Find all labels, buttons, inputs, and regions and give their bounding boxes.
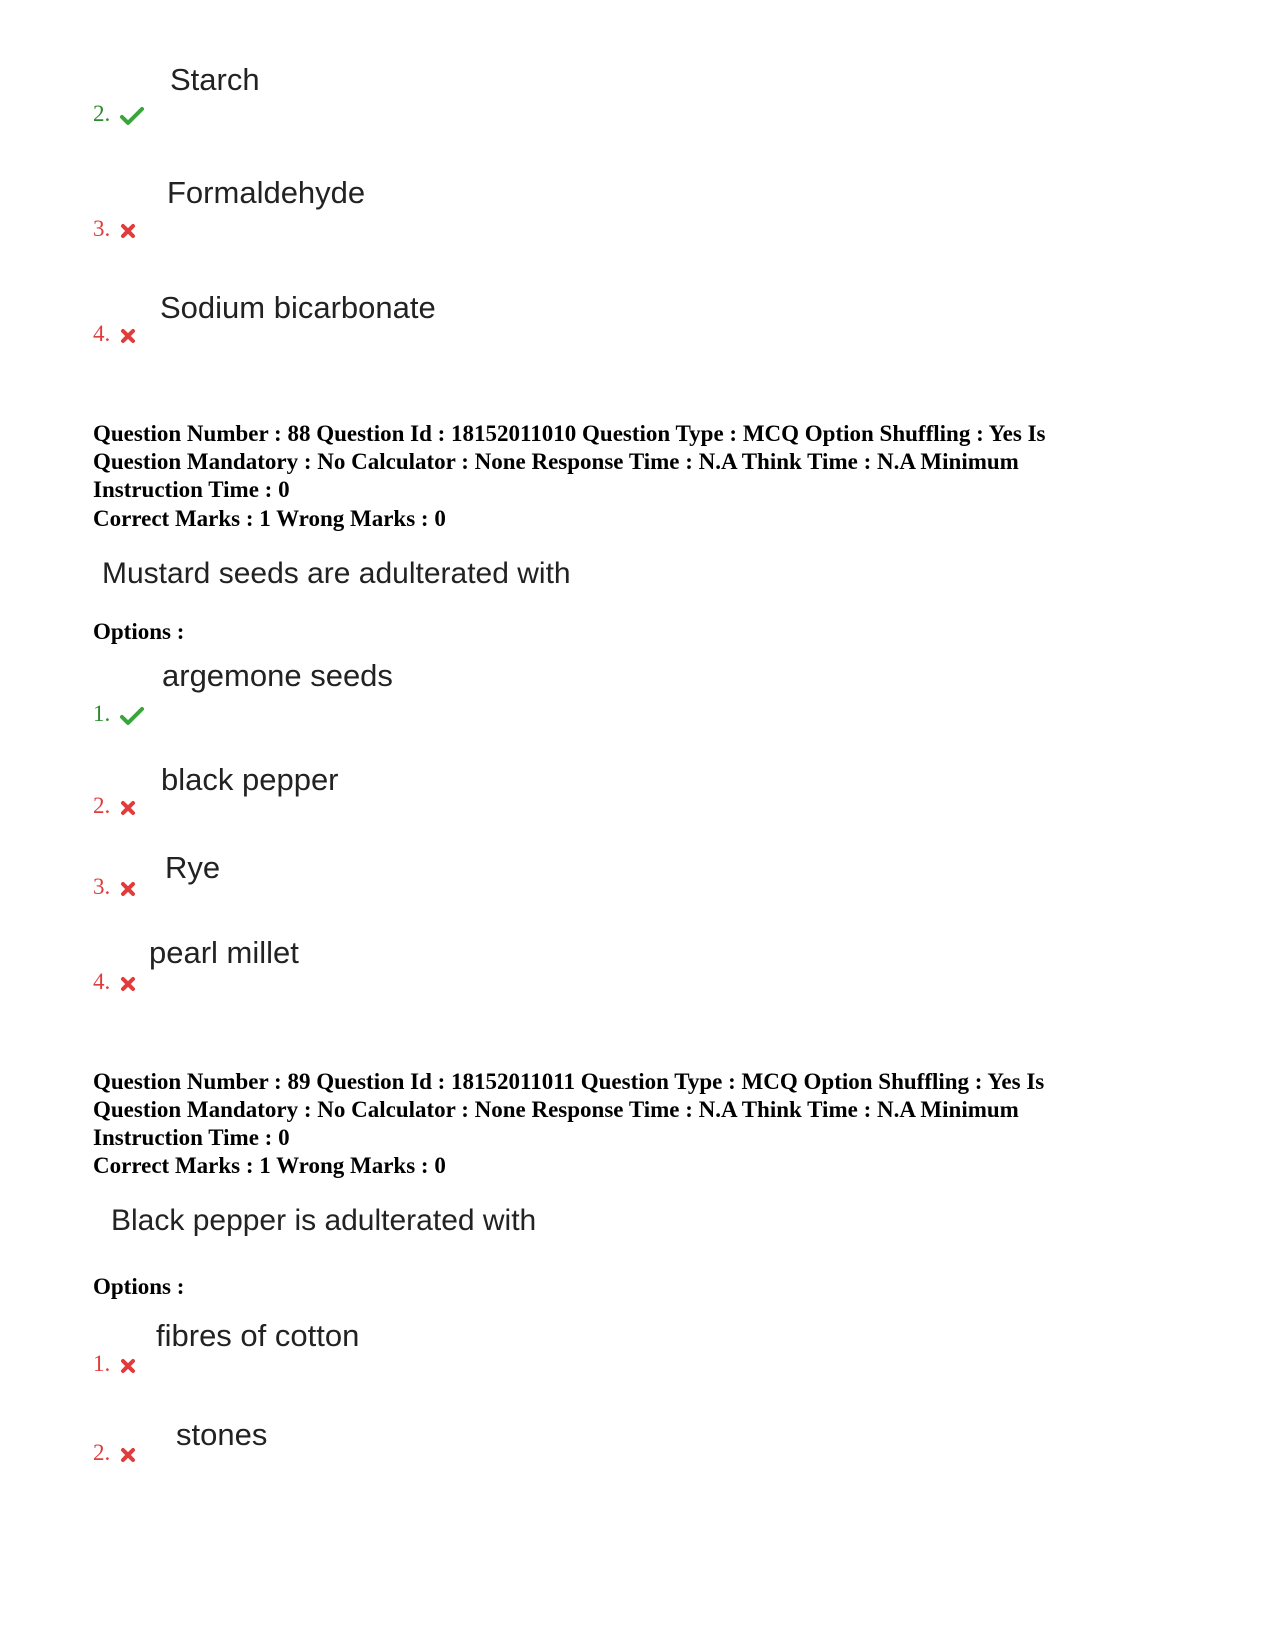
- q88-question-text: Mustard seeds are adulterated with: [102, 557, 571, 590]
- q88-option-1-number: 1.: [93, 701, 144, 727]
- q88-option-3-number: 3.: [93, 874, 136, 900]
- q89-option-1-number: 1.: [93, 1351, 136, 1377]
- q89-options-label: Options :: [93, 1274, 185, 1299]
- q89-meta: Question Number : 89 Question Id : 18152011011 Question Type : MCQ Option Shuffling : Yes Is Question Mandatory : No Calculator : None Response Time : N.A Think Time : N.A Minimum Instruction Time : 0: [93, 1069, 1045, 1150]
- q89-option-2-number: 2.: [93, 1440, 136, 1466]
- q88-option-2-number: 2.: [93, 793, 136, 819]
- check-icon: [120, 106, 144, 126]
- q88-option-4-number: 4.: [93, 969, 136, 995]
- cross-icon: [120, 328, 136, 344]
- q88-meta: Question Number : 88 Question Id : 18152011010 Question Type : MCQ Option Shuffling : Yes Is Question Mandatory : No Calculator : None Response Time : N.A Think Time : N.A Minimum Instruction Time : 0: [93, 421, 1046, 502]
- q88-option-1-text: argemone seeds: [162, 658, 393, 693]
- check-icon: [120, 706, 144, 726]
- cross-icon: [120, 976, 136, 992]
- q87-option-2-number: 2.: [93, 101, 144, 127]
- q87-option-3-number: 3.: [93, 216, 136, 242]
- q87-option-3-text: Formaldehyde: [167, 175, 366, 210]
- q88-option-2-text: black pepper: [161, 762, 339, 797]
- q88-option-4-text: pearl millet: [149, 935, 299, 970]
- cross-icon: [120, 1358, 136, 1374]
- q89-option-2-text: stones: [176, 1417, 268, 1452]
- cross-icon: [120, 881, 136, 897]
- cross-icon: [120, 1447, 136, 1463]
- q87-option-4-text: Sodium bicarbonate: [160, 290, 436, 325]
- q88-marks: Correct Marks : 1 Wrong Marks : 0: [93, 506, 446, 531]
- q88-options-label: Options :: [93, 619, 185, 644]
- q87-option-4-number: 4.: [93, 321, 136, 347]
- q89-marks: Correct Marks : 1 Wrong Marks : 0: [93, 1153, 446, 1178]
- cross-icon: [120, 800, 136, 816]
- q87-option-2-text: Starch: [170, 62, 260, 97]
- q89-question-text: Black pepper is adulterated with: [111, 1204, 537, 1237]
- q89-option-1-text: fibres of cotton: [156, 1318, 360, 1353]
- q88-option-3-text: Rye: [165, 850, 221, 885]
- cross-icon: [120, 223, 136, 239]
